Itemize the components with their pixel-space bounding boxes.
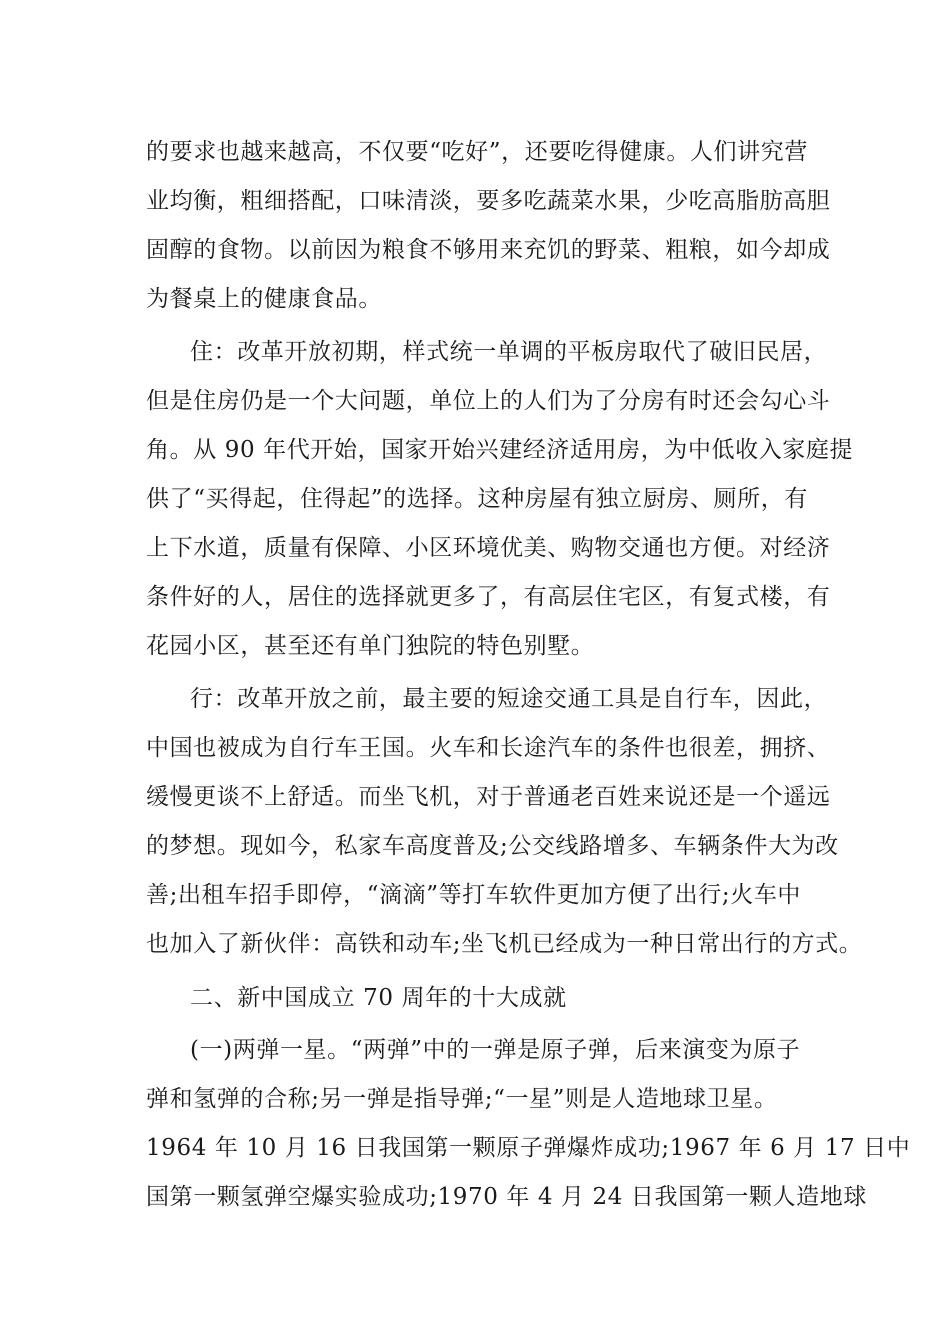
text-line: 1964 年 10 月 16 日我国第一颗原子弹爆炸成功;1967 年 6 月 17 日中 (146, 1135, 911, 1161)
text-line: 角。从 90 年代开始，国家开始兴建经济适用房，为中低收入家庭提 (146, 437, 854, 463)
text-line: 业均衡，粗细搭配，口味清淡，要多吃蔬菜水果，少吃高脂肪高胆 (146, 188, 831, 214)
text-line: 也加入了新伙伴：高铁和动车;坐飞机已经成为一种日常出行的方式。 (146, 931, 863, 957)
text-line: 善;出租车招手即停，“滴滴”等打车软件更加方便了出行;火车中 (146, 882, 802, 908)
paragraph-start-line: (一)两弹一星。“两弹”中的一弹是原子弹，后来演变为原子 (190, 1037, 801, 1063)
text-line: 条件好的人，居住的选择就更多了，有高层住宅区，有复式楼，有 (146, 584, 831, 610)
text-line: 的梦想。现如今，私家车高度普及;公交线路增多、车辆条件大为改 (146, 833, 839, 859)
text-line: 固醇的食物。以前因为粮食不够用来充饥的野菜、粗粮，如今却成 (146, 237, 831, 263)
text-line: 缓慢更谈不上舒适。而坐飞机，对于普通老百姓来说还是一个遥远 (146, 784, 831, 810)
text-line: 国第一颗氢弹空爆实验成功;1970 年 4 月 24 日我国第一颗人造地球 (146, 1184, 867, 1210)
text-line: 为餐桌上的健康食品。 (146, 286, 382, 312)
text-line: 上下水道，质量有保障、小区环境优美、购物交通也方便。对经济 (146, 535, 831, 561)
text-line: 供了“买得起，住得起”的选择。这种房屋有独立厨房、厕所，有 (146, 486, 808, 512)
text-line: 的要求也越来越高，不仅要“吃好”，还要吃得健康。人们讲究营 (146, 139, 808, 165)
section-heading: 二、新中国成立 70 周年的十大成就 (190, 985, 567, 1011)
text-line: 花园小区，甚至还有单门独院的特色别墅。 (146, 633, 595, 659)
text-line: 弹和氢弹的合称;另一弹是指导弹;“一星”则是人造地球卫星。 (146, 1086, 778, 1112)
paragraph-start-line: 行：改革开放之前，最主要的短途交通工具是自行车，因此， (190, 686, 828, 712)
text-line: 中国也被成为自行车王国。火车和长途汽车的条件也很差，拥挤、 (146, 735, 831, 761)
text-line: 但是住房仍是一个大问题，单位上的人们为了分房有时还会勾心斗 (146, 388, 831, 414)
paragraph-start-line: 住：改革开放初期，样式统一单调的平板房取代了破旧民居， (190, 339, 828, 365)
